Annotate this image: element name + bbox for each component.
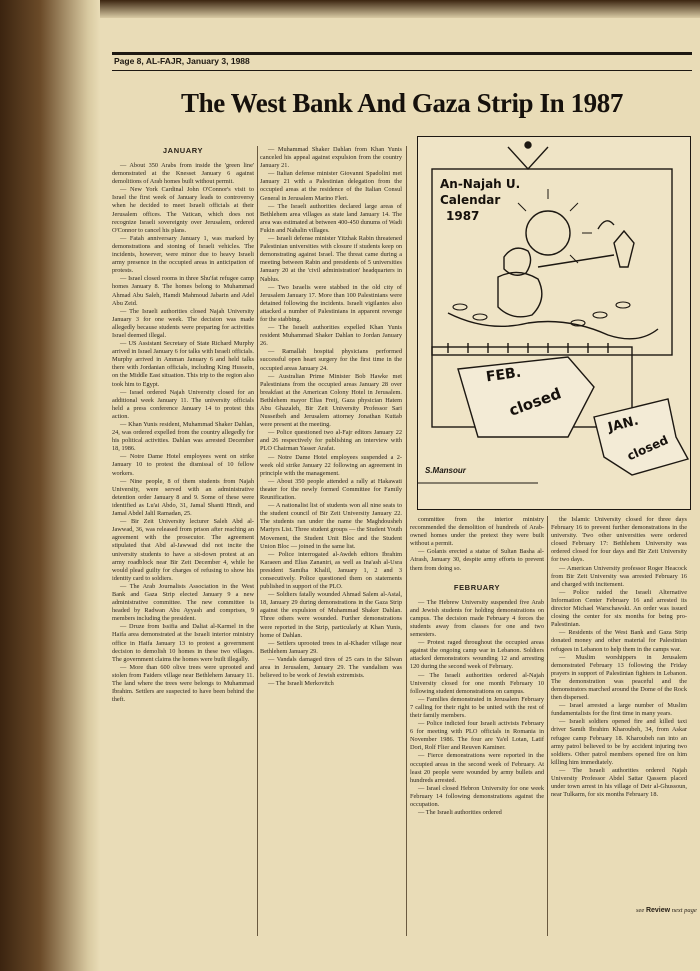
page-title: The West Bank And Gaza Strip In 1987 [181, 88, 623, 118]
column-2 [260, 146, 402, 936]
calendar-year: 1987 [446, 209, 480, 223]
article-paragraph: — Muslim worshippers in Jerusalem demonstrated February 13 following the Friday prayers in support of Palestinian fighters in Lebanon. The demonstration was peaceful and the demonstrators marched around the Dome of the Rock then dispersed. [551, 653, 687, 702]
calendar-title-line-2: Calendar [440, 193, 501, 207]
page-header: Page 8, AL-FAJR, January 3, 1988 [114, 56, 250, 66]
article-paragraph: — About 350 Arabs from inside the 'green line' demonstrated at the Knesset January 6 against demolitions of Arab homes built without permit. [112, 162, 254, 186]
article-paragraph: — Fierce demonstrations were reported in the occupied areas in the second week of February. At least 20 people were wounded by army bullets and hundreds arrested. [410, 752, 544, 784]
column-3 [410, 516, 544, 936]
column-4-articles [551, 516, 687, 799]
article-paragraph: — Muhammad Shaker Dahlan from Khan Yunis canceled his appeal against expulsion from the country January 21. [260, 146, 402, 170]
article-paragraph: — The Israeli Merkovitch [268, 680, 334, 688]
article-paragraph: — Australian Prime Minister Bob Hawke met Palestinians from the occupied areas January 28 over breakfast at the American Colony Hotel in Jerusalem. Bethlehem mayor Elias Freij, Gaza physician Hatem Abu Ghazaleh, Bir Zeit University Professor Sari Nusseibeh and Jerusalem attorney Jonathan Kuttab were present at the meeting. [260, 372, 402, 429]
calendar-page-jan: JAN. [606, 413, 641, 436]
binding-edge [100, 0, 700, 18]
column-2-articles [260, 146, 402, 688]
calendar-cartoon [417, 136, 691, 510]
cartoonist-signature: S.Mansour [425, 466, 466, 475]
article-paragraph: — The Israeli authorities ordered al-Najah University closed for one month February 10 following student demonstrations on campus. [410, 671, 544, 695]
article-paragraph: — Italian defense minister Giovanni Spadolini met January 21 with a Palestinian delegation from the occupied areas at the residence of the Italian Consul General in Jerusalem Marino Fleri. [260, 170, 402, 202]
footer-next-page: next page [671, 907, 697, 914]
column-1 [112, 146, 254, 936]
column-divider [257, 146, 258, 936]
article-paragraph: — Israeli defense minister Yitzhak Rabin threatened Palestinian universities with closure if students keep on demonstrating against Israel. The threat came during a meeting between Rabin and presidents of 5 universities January 20 at the 'civil administration' headquarters in Nablus. [260, 235, 402, 283]
column-divider [406, 146, 407, 936]
february-heading: FEBRUARY [453, 582, 501, 592]
article-paragraph: — The Israeli authorities ordered [418, 809, 502, 817]
article-paragraph: — Notre Dame Hotel employees suspended a 2-week old strike January 22 following an agreement in principle with the management. [260, 453, 402, 477]
article-paragraph: — Two Israelis were stabbed in the old city of Jerusalem January 17. More than 100 Palestinians were detained following the incidents. Israeli vigilantes also attacked a number of Palestinians in apparent revenge for the stabbing. [260, 283, 402, 323]
footer-see: see [636, 907, 645, 914]
article-paragraph: — The Israeli authorities expelled Khan Yunis resident Muhammad Shaker Dahlan to Jordan January 26. [260, 324, 402, 348]
article-paragraph: — Druze from Issifia and Daliat al-Karmel in the Haifa area demonstrated at the Israeli interior ministry office in Haifa January 13 to protest a government decision to demolish 10 homes in these two villages. The government claims the homes were built illegally. [112, 623, 254, 663]
article-paragraph: — Israel closed Hebron University for one week February 14 following demonstrations against the occupation. [410, 784, 544, 808]
calendar-page-feb: FEB. [485, 364, 523, 386]
article-paragraph: — The Hebrew University suspended five Arab and Jewish students for holding demonstrations on campus. The decision made February 4 forces the students away from classes for one and two semesters. [410, 598, 544, 639]
article-paragraph: — Ramallah hospital physicians performed successful open heart surgery for the first time in the occupied areas January 24. [260, 348, 402, 372]
article-paragraph: — Bir Zeit University lecturer Saleh Abd al-Jawwad, 36, was released from prison after reaching an agreement with the prosecutor. The agreement stipulated that Abd al-Jawwad did not incite the university students to have a sit-down protest at an army roadblock near Bir Zeit December 4, while he would plead guilty for charges of refusing to show his identity card to soldiers. [112, 518, 254, 582]
article-paragraph: — Soldiers fatally wounded Ahmad Salem al-Astal, 18, January 29 during demonstrations in the Gaza Strip against the expulsion of Muhammad Shaker Dahlan. Three others were wounded. Further demonstrations were reported in the Strip, particularly at Khan Yunis, home of Dahlan. [260, 591, 402, 639]
article-paragraph: — Families demonstrated in Jerusalem February 7 calling for their right to be united with the rest of their family members. [410, 695, 544, 719]
column-3-articles [410, 599, 544, 818]
january-heading: JANUARY [162, 146, 204, 155]
article-paragraph: — Khan Yunis resident, Muhammad Shaker Dahlan, 24, was ordered expelled from the country allegedly for his political activities. Dahlan was arrested December 18, 1986. [112, 421, 254, 453]
article-paragraph: — Vandals damaged tires of 25 cars in the Silwan area in Jerusalem, January 29. The vandalism was believed to be work of Jewish extremists. [260, 655, 402, 680]
header-rule-thin [112, 70, 692, 71]
article-paragraph: — A nationalist list of students won all nine seats to the student council of Bir Zeit University January 22. The students ran under the name the Maghdousheh Martyrs List. Three student groups — the Student Youth Movement, the Student Unit Bloc and the Student Union Bloc — joined in the same list. [260, 502, 402, 550]
footer-review: Review [645, 907, 671, 914]
article-paragraph: — Israel arrested a large number of Muslim fundamentalists for the first time in many years. [551, 702, 687, 718]
article-paragraph: — Police questioned two al-Fajr editors January 22 and 26 respectively for publishing an interview with PLO Chairman Yasser Arafat. [260, 429, 402, 453]
article-paragraph: — The Israeli authorities closed Najah University January 3 for one week. The decision was made allegedly because students were preparing for activities Israel deemed illegal. [112, 307, 254, 339]
article-paragraph: the Islamic University closed for three days February 16 to prevent further demonstrations in the university. Two other universities were ordered closed February 17: Bethlehem University was ordered closed for four days and Bir Zeit University for two days. [551, 516, 687, 564]
column-1-articles [112, 162, 254, 704]
article-paragraph: — Israel closed rooms in three Shu'fat refugee camp homes January 8. The homes belong to Muhammad Ahmad Abu Saleh, Hamdi Mahmoud Jabarin and Adel Abu Zeid. [112, 275, 254, 307]
article-paragraph: — US Assistant Secretary of State Richard Murphy arrived in Israel January 6 for talks with Israeli officials. Murphy arrived in Amman January 6 and held talks there with Jordanian officials, including King Hussein, on the Middle East situation. This trip to the region also took him to Egypt. [112, 340, 254, 388]
continued-note [636, 907, 697, 914]
article-paragraph: — Police interrogated al-Awdeh editors Ibrahim Karaeen and Elias Zananiri, as well as Ina'ash al-Usra president Samiha Khalil, January 1, 2 and 3 consecutively. Police questioned them on statements published in support of the PLO. [260, 550, 402, 591]
article-paragraph: — Israel ordered Najah University closed for an additional week January 11. The university officials held a press conference January 14 to protest this action. [112, 388, 254, 420]
article-paragraph: — Golanis erected a statue of Sultan Basha al-Atrash, January 30, despite army efforts to prevent them from doing so. [410, 548, 544, 572]
article-paragraph: — Fatah anniversary January 1, was marked by demonstrations and stoning of Israeli vehicles. The incidents, however, were minor due to heavy Israeli army presence in the occupied areas in anticipation of protests. [112, 234, 254, 275]
article-paragraph: — More than 600 olive trees were uprooted and stolen from Faiders village near Bethlehem January 11. The land where the trees were belongs to Muhammad Ibrahim. Settlers are suspected to have been behind the theft. [112, 663, 254, 704]
article-paragraph: — Police indicted four Israeli activists February 6 for meeting with PLO officials in Romania in November 1986. The four are Ya'el Lotan, Latif Dori, Rolf Flier and Reuven Kaminer. [410, 720, 544, 752]
article-paragraph: — Police raided the Israeli Alternative Information Center February 16 and arrested its director Michael Warschawski. An order was issued closing the center for six months for being pro-Palestinian. [551, 588, 687, 629]
article-paragraph: — Nine people, 8 of them students from Najah University, were served with an administrative detention order January 8 and 9. Some of these were identified as Lu'ai Abdo, 31, Jamal Shanti Hindi, and Jamal Abdel Jalil Ramadan, 25. [112, 477, 254, 518]
article-paragraph: — The Israeli authorities declared large areas of Bethlehem area villages as state land January 14. The area was estimated at between 400-450 dunums of Wadi Fukin and Nahalin villages. [260, 202, 402, 234]
article-paragraph: — Settlers uprooted trees in al-Khader village near Bethlehem January 29. [260, 639, 402, 655]
book-spine [0, 0, 100, 971]
article-paragraph: — Residents of the West Bank and Gaza Strip donated money and other material for Palestinian refugees in Lebanon to help them in the camps war. [551, 629, 687, 653]
jan-closed-note: closed [625, 432, 671, 464]
article-paragraph: — American University professor Roger Heacock from Bir Zeit University was arrested February 16 and charged with incitement. [551, 564, 687, 588]
article-paragraph: — About 350 people attended a rally at Hakawati theater for the newly formed Committee for Family Reunification. [260, 477, 402, 502]
article-paragraph: — The Arab Journalists Association in the West Bank and Gaza Strip elected January 9 a new administrative committee. The new committee is headed by Radwan Abu Ayyash and comprises, 9 members including the president. [112, 582, 254, 623]
feb-closed-note: closed [506, 384, 564, 420]
calendar-title-line-1: An-Najah U. [440, 177, 521, 191]
article-paragraph: — New York Cardinal John O'Connor's visit to Israel the first week of January leads to controversy when he decided to meet Israeli officials at their Jerusalem offices. The Vatican, which does not recognize Israeli sovereignty over Jerusalem, ordered O'Connor to cancel his plans. [112, 186, 254, 234]
article-paragraph: — Protest raged throughout the occupied areas against the ongoing camp war in Lebanon. Soldiers attacked demonstrators wounding 12 and arresting 120 during the second week of February. [410, 639, 544, 671]
column-4 [551, 516, 687, 916]
column-divider [547, 516, 548, 936]
article-paragraph: — The Israeli authorities ordered Najah University Professor Abdel Sattar Qassem placed under town arrest in his village of Deir al-Ghussoun, near Tulkarm, for six months February 18. [551, 766, 687, 799]
article-paragraph: — Notre Dame Hotel employees went on strike January 10 to protest the dismissal of 10 fellow workers. [112, 453, 254, 477]
article-paragraph: committee from the interior ministry recommended the demolition of hundreds of Arab-owned homes under the pretext they were built without a permit. [410, 516, 544, 548]
header-rule [112, 52, 692, 55]
article-paragraph: — Israeli soldiers opened fire and killed taxi driver Samih Ibrahim Kharoubeh, 34, from Askar refugee camp February 18. Kharoubeh ran into an army patrol believed to be by accident injuring two soldiers. Other patrol members opened fire on him killing him immediately. [551, 718, 687, 766]
